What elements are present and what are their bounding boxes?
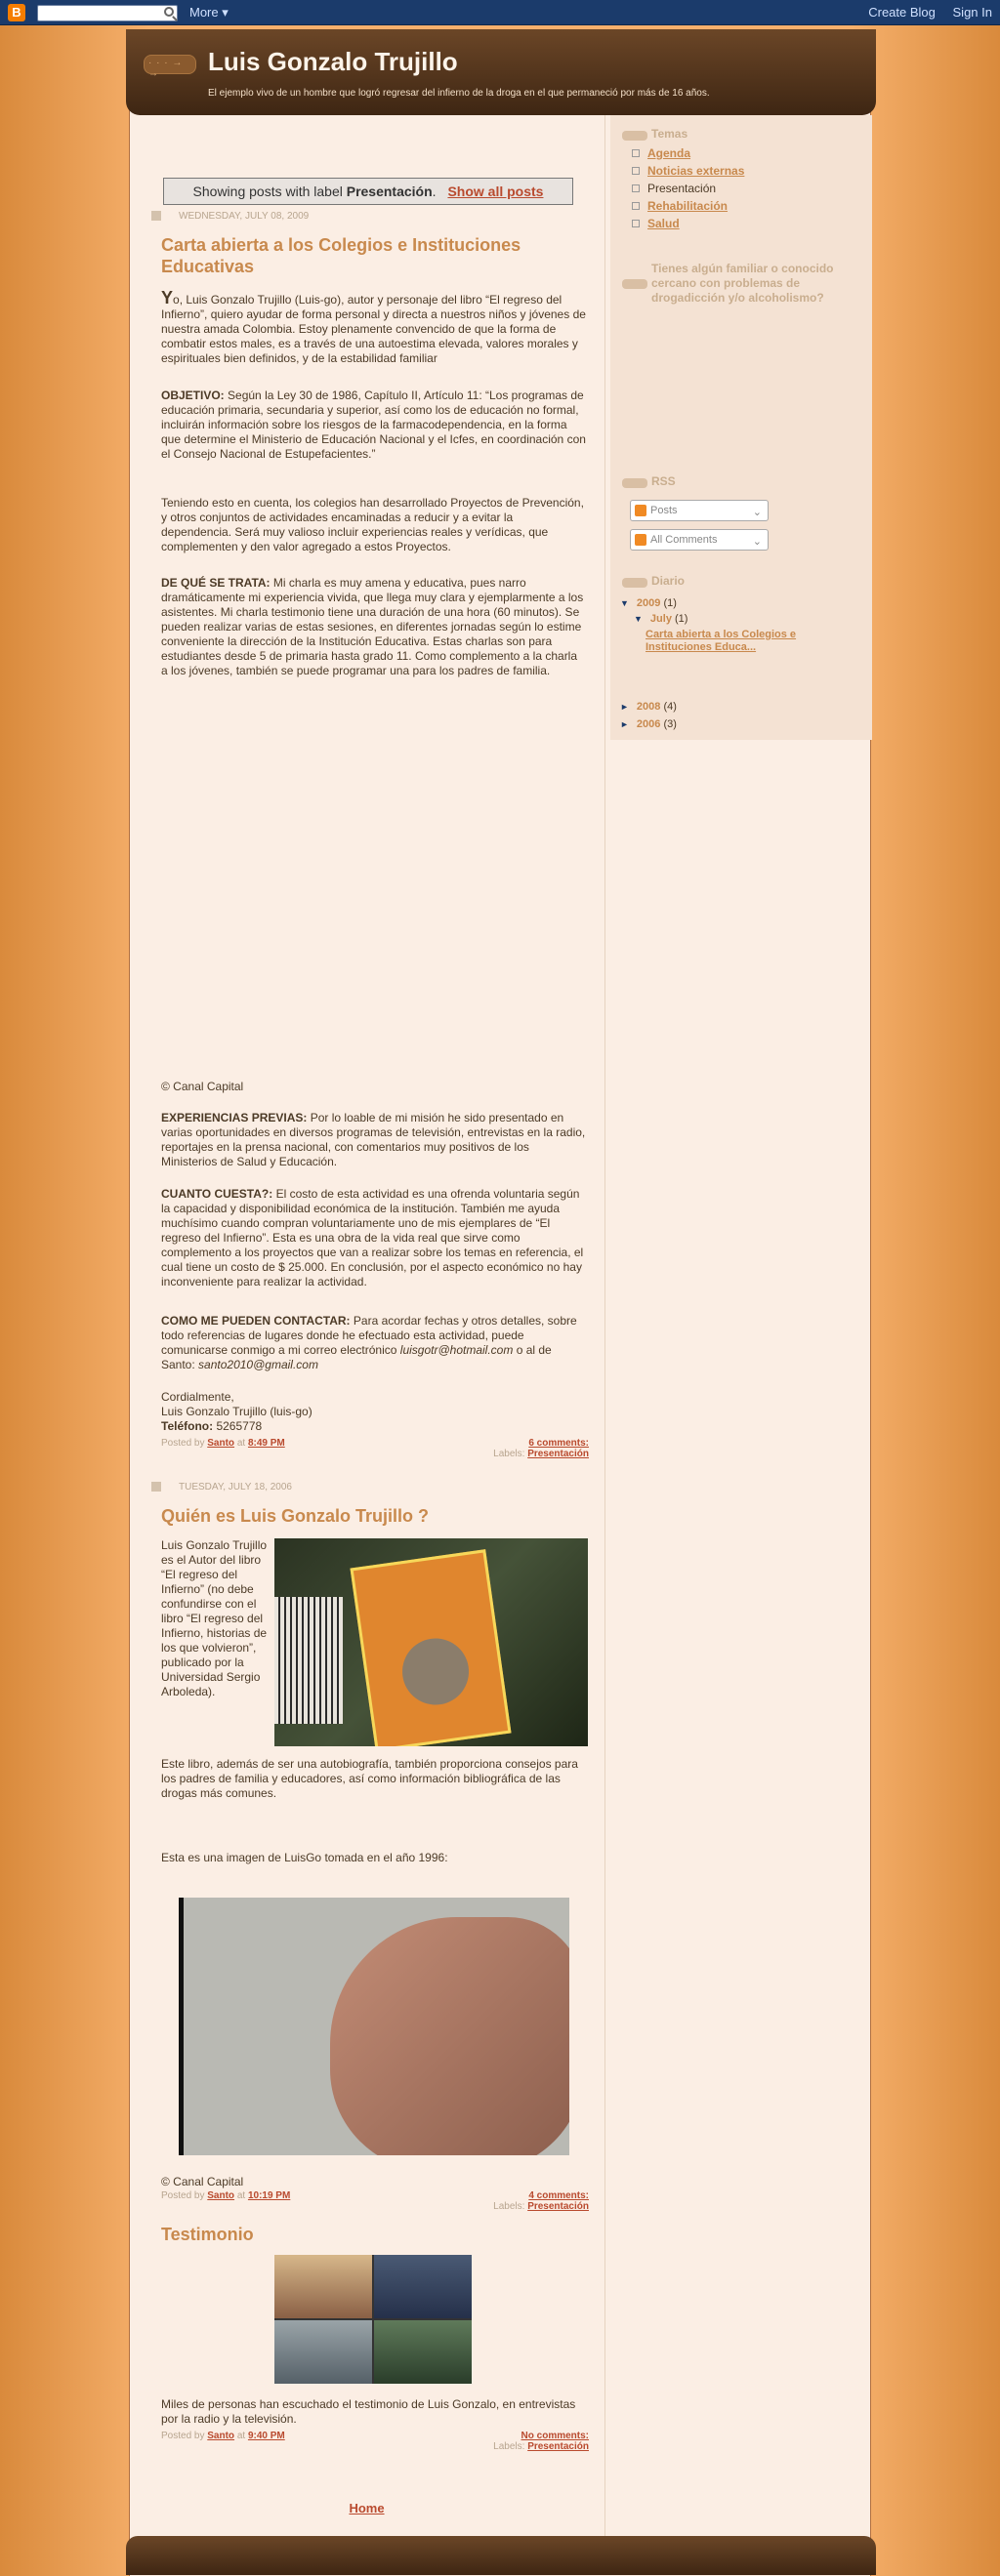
comments-link[interactable]: 4 comments: (528, 2190, 589, 2201)
year-link[interactable]: 2008 (636, 701, 661, 713)
post-paragraph: Teniendo esto en cuenta, los colegios han desarrollado Proyectos de Prevención, y otros conjuntos de actividades encaminadas a reducir y a evitar la dependencia. Será muy valioso incluir experiencias reales y verídicas, que complementen y den valor agregado a estos Proyectos. (161, 496, 584, 553)
date-icon (151, 211, 161, 221)
paragraph-text: Para acordar fechas y otros detalles, sobre todo referencias de lugares donde he efectuado esta actividad, puede comunicarse conmigo a mi correo electrónico (161, 1314, 577, 1357)
status-prefix: Showing posts with label (192, 184, 343, 199)
column-divider (604, 115, 605, 2536)
paragraph-label: CUANTO CUESTA?: (161, 1187, 273, 1201)
post-footer-right (325, 1438, 589, 1459)
rss-comments-label: All Comments (650, 534, 718, 546)
paragraph-text: Según la Ley 30 de 1986, Capítulo II, Artículo 11: “Los programas de educación primaria, secundaria y superior, así como los de educación no formal, incluirán información sobre los riesgos de la farmacodependencia, en la forma que determine el Ministerio de Educación Nacional y el Icfes, en coordinación con el Consejo Nacional de Estupefacientes.” (161, 388, 586, 461)
at-text: at (236, 2431, 246, 2441)
paragraph-text: El costo de esta actividad es una ofrenda voluntaria según la capacidad y disponibilidad económica de la institución. También me ayuda muchísimo cuando compran voluntariamente uno de mis ejemplares de “El regreso del Infierno”. Esta es una obra de la vida real que sirve como complemento a los proyectos que van a realizar sobre los temas en referencia, el cual tiene un costo de $ 25.000. En conclusión, por el aspecto económico no hay inconveniente para realizar la actividad. (161, 1187, 584, 1288)
archive-year-2008[interactable] (620, 701, 677, 713)
year-link[interactable]: 2009 (636, 597, 661, 609)
arrow-decoration-icon (622, 578, 647, 588)
month-link[interactable]: July (649, 613, 672, 625)
archive-year-2006[interactable] (620, 718, 677, 730)
blogger-logo-icon[interactable]: B (8, 4, 25, 21)
labels-prefix: Labels: (493, 2441, 525, 2452)
tema-link[interactable]: Agenda (647, 146, 691, 160)
posted-by-text: Posted by (161, 2431, 205, 2441)
at-text: at (236, 2190, 246, 2201)
portrait-photo[interactable] (179, 1898, 569, 2155)
post-paragraph: Esta es una imagen de LuisGo tomada en el año 1996: (161, 1851, 448, 1864)
blog-outer-wrapper (129, 29, 871, 2576)
comments-link[interactable]: 6 comments: (528, 1438, 589, 1449)
temas-list (632, 144, 744, 232)
date-header (151, 1482, 292, 1492)
blog-header (126, 29, 876, 115)
sign-in-link[interactable]: Sign In (952, 5, 992, 20)
author-link[interactable]: Santo (207, 2431, 235, 2441)
post-paragraph (161, 1111, 586, 1169)
comments-link[interactable]: No comments: (521, 2431, 589, 2441)
triangle-down-icon: ▼ (634, 614, 643, 624)
phone-value: 5265778 (216, 1419, 263, 1433)
post-date: WEDNESDAY, JULY 08, 2009 (179, 211, 310, 222)
chevron-down-icon: ⌄ (752, 507, 762, 518)
sidebar-title-diario: Diario (651, 574, 686, 588)
paragraph-text: o, Luis Gonzalo Trujillo (Luis-go), autor y personaje del libro “El regreso del Infierno”, quiero ayudar de forma personal y directa a nuestros niños y jóvenes de nuestra amada Colombia. Estoy plenamente convencido de que la forma de combatir estos males, es a través de una autoestima elevada, valores morales y espirituales bien definidos, y de la estabilidad familiar (161, 293, 586, 365)
year-link[interactable]: 2006 (636, 718, 661, 730)
post-footer-right (325, 2431, 589, 2452)
post-paragraph (161, 576, 586, 678)
post-paragraph: Luis Gonzalo Trujillo es el Autor del libro “El regreso del Infierno” (no debe confundirse con el libro “El regreso del Infierno, historias de los que volvieron”, publicado por la Universidad Sergio Arboleda). (161, 1538, 268, 1698)
archive-post-link[interactable]: Carta abierta a los Colegios e Instituciones Educa... (646, 629, 797, 653)
post-paragraph (161, 1187, 586, 1289)
collage-image (274, 2255, 372, 2318)
email-1: luisgotr@hotmail.com (399, 1343, 514, 1357)
arrow-decoration-icon (144, 55, 196, 74)
search-icon[interactable] (164, 7, 174, 17)
status-message (163, 178, 573, 205)
post-paragraph (161, 288, 586, 366)
author-link[interactable]: Santo (207, 2190, 235, 2201)
paragraph-text: Mi charla es muy amena y educativa, pues narro dramáticamente mi experiencia vivida, que llega muy clara y ejemplarmente a los asistentes. Mi charla testimonio tiene una duración de una hora (60 minutos). Se pueden realizar varias de estas sesiones, en diferentes jornadas según lo estime conveniente la dirección de la Institución Educativa. Estas charlas son para estudiantes desde 5 de primaria hasta grado 11. Como complemento a la charla a los jóvenes, también se puede programar una para los padres de familia. (161, 576, 584, 677)
sidebar-question-title: Tienes algún familiar o conocido cercano con problemas de drogadicción y/o alcoholismo? (651, 262, 834, 305)
date-icon (151, 1482, 161, 1492)
post-date: TUESDAY, JULY 18, 2006 (179, 1482, 292, 1492)
arrow-decoration-icon (622, 279, 647, 289)
blog-title[interactable]: Luis Gonzalo Trujillo (208, 47, 458, 76)
post-paragraph: Este libro, además de ser una autobiografía, también proporciona consejos para los padres de familia y educadores, así como información bibliográfica de las drogas más comunes. (161, 1757, 578, 1800)
paragraph-label: COMO ME PUEDEN CONTACTAR: (161, 1314, 351, 1328)
email-2: santo2010@gmail.com (198, 1358, 318, 1371)
home-link[interactable]: Home (349, 2501, 385, 2515)
post-title[interactable]: Carta abierta a los Colegios e Instituciones Educativas (161, 235, 521, 276)
paragraph-label: OBJETIVO: (161, 388, 225, 402)
navbar-right (854, 5, 992, 20)
post-time-link[interactable]: 8:49 PM (247, 1438, 285, 1449)
archive-month-july[interactable] (634, 613, 688, 625)
label-link[interactable]: Presentación (527, 1449, 589, 1459)
post-time-link[interactable]: 9:40 PM (247, 2431, 285, 2441)
triangle-right-icon: ► (620, 702, 629, 712)
rss-posts-label: Posts (650, 505, 678, 516)
image-credit: © Canal Capital (161, 2175, 244, 2188)
sign-line: Luis Gonzalo Trujillo (luis-go) (161, 1405, 312, 1418)
labels-prefix: Labels: (493, 2201, 525, 2212)
rss-icon (635, 534, 646, 546)
dropcap: Y (161, 288, 174, 307)
book-image (350, 1549, 511, 1746)
phone-line (161, 1419, 586, 1434)
collage-image (374, 2255, 472, 2318)
sidebar-title-rss: RSS (651, 474, 676, 488)
post-paragraph (161, 1314, 586, 1372)
date-header (151, 211, 309, 222)
sign-line: Cordialmente, (161, 1390, 234, 1404)
sidebar (610, 115, 872, 740)
label-link[interactable]: Presentación (527, 2201, 589, 2212)
year-count: (3) (663, 718, 677, 730)
paragraph-label: DE QUÉ SE TRATA: (161, 576, 271, 590)
tema-link[interactable]: Salud (647, 217, 680, 230)
more-menu[interactable]: More ▾ (189, 5, 229, 20)
label-link[interactable]: Presentación (527, 2441, 589, 2452)
post-footer (161, 1438, 285, 1449)
show-all-posts-link[interactable]: Show all posts (447, 184, 544, 199)
sidebar-title-temas: Temas (651, 127, 688, 141)
triangle-right-icon: ► (620, 719, 629, 729)
image-credit: © Canal Capital (161, 1080, 244, 1093)
status-label: Presentación (346, 184, 433, 199)
face-image (330, 1917, 569, 2155)
tema-link[interactable]: Rehabilitación (647, 199, 729, 213)
post-footer (161, 2190, 290, 2201)
collage-image (374, 2320, 472, 2384)
arrow-decoration-icon (622, 131, 647, 141)
at-text: at (236, 1438, 246, 1449)
post-footer-right (325, 2190, 589, 2212)
collage-image (274, 2320, 372, 2384)
chevron-down-icon: ⌄ (752, 536, 762, 548)
status-suffix: . (432, 184, 437, 199)
tema-current: Presentación (647, 182, 717, 195)
year-count: (4) (663, 701, 677, 713)
post-paragraph: Miles de personas han escuchado el testimonio de Luis Gonzalo, en entrevistas por la radio y la televisión. (161, 2397, 576, 2426)
posted-by-text: Posted by (161, 1438, 205, 1449)
tema-item[interactable] (632, 215, 744, 232)
tema-item[interactable] (632, 162, 744, 180)
create-blog-link[interactable]: Create Blog (868, 5, 936, 20)
post-time-link[interactable]: 10:19 PM (247, 2190, 291, 2201)
rss-icon (635, 505, 646, 516)
tema-item[interactable] (632, 197, 744, 215)
post-title[interactable]: Testimonio (161, 2225, 254, 2244)
year-count: (1) (663, 597, 677, 609)
search-input[interactable] (37, 5, 178, 21)
month-count: (1) (675, 613, 688, 625)
tema-link[interactable]: Noticias externas (647, 164, 745, 178)
author-link[interactable]: Santo (207, 1438, 235, 1449)
archive-year-2009[interactable] (620, 597, 677, 609)
phone-label: Teléfono: (161, 1419, 214, 1433)
rss-comments-button[interactable] (630, 529, 769, 551)
post-paragraph (161, 388, 586, 462)
signature (161, 1390, 586, 1434)
collage-photo[interactable] (274, 2255, 472, 2384)
triangle-down-icon: ▼ (620, 598, 629, 608)
hand-image (274, 1597, 343, 1724)
paragraph-text: Por lo loable de mi misión he sido presentado en varias oportunidades en diversos programas de televisión, entrevistas en la radio, reportajes en la prensa nacional, con comentarios muy positivos de los Ministerios de Salud y Educación. (161, 1111, 586, 1168)
post-title[interactable]: Quién es Luis Gonzalo Trujillo ? (161, 1506, 430, 1526)
post-footer (161, 2431, 285, 2441)
blogger-navbar (0, 0, 1000, 25)
rss-posts-button[interactable] (630, 500, 769, 521)
tema-item (632, 180, 744, 197)
footer-bar (126, 2536, 876, 2575)
book-photo[interactable] (274, 1538, 588, 1746)
arrow-decoration-icon (622, 478, 647, 488)
blog-description: El ejemplo vivo de un hombre que logró regresar del infierno de la droga en el que permaneció por más de 16 años. (208, 88, 710, 99)
labels-prefix: Labels: (493, 1449, 525, 1459)
posted-by-text: Posted by (161, 2190, 205, 2201)
tema-item[interactable] (632, 144, 744, 162)
paragraph-label: EXPERIENCIAS PREVIAS: (161, 1111, 308, 1124)
paragraph-text: o al de Santo: (161, 1343, 552, 1371)
